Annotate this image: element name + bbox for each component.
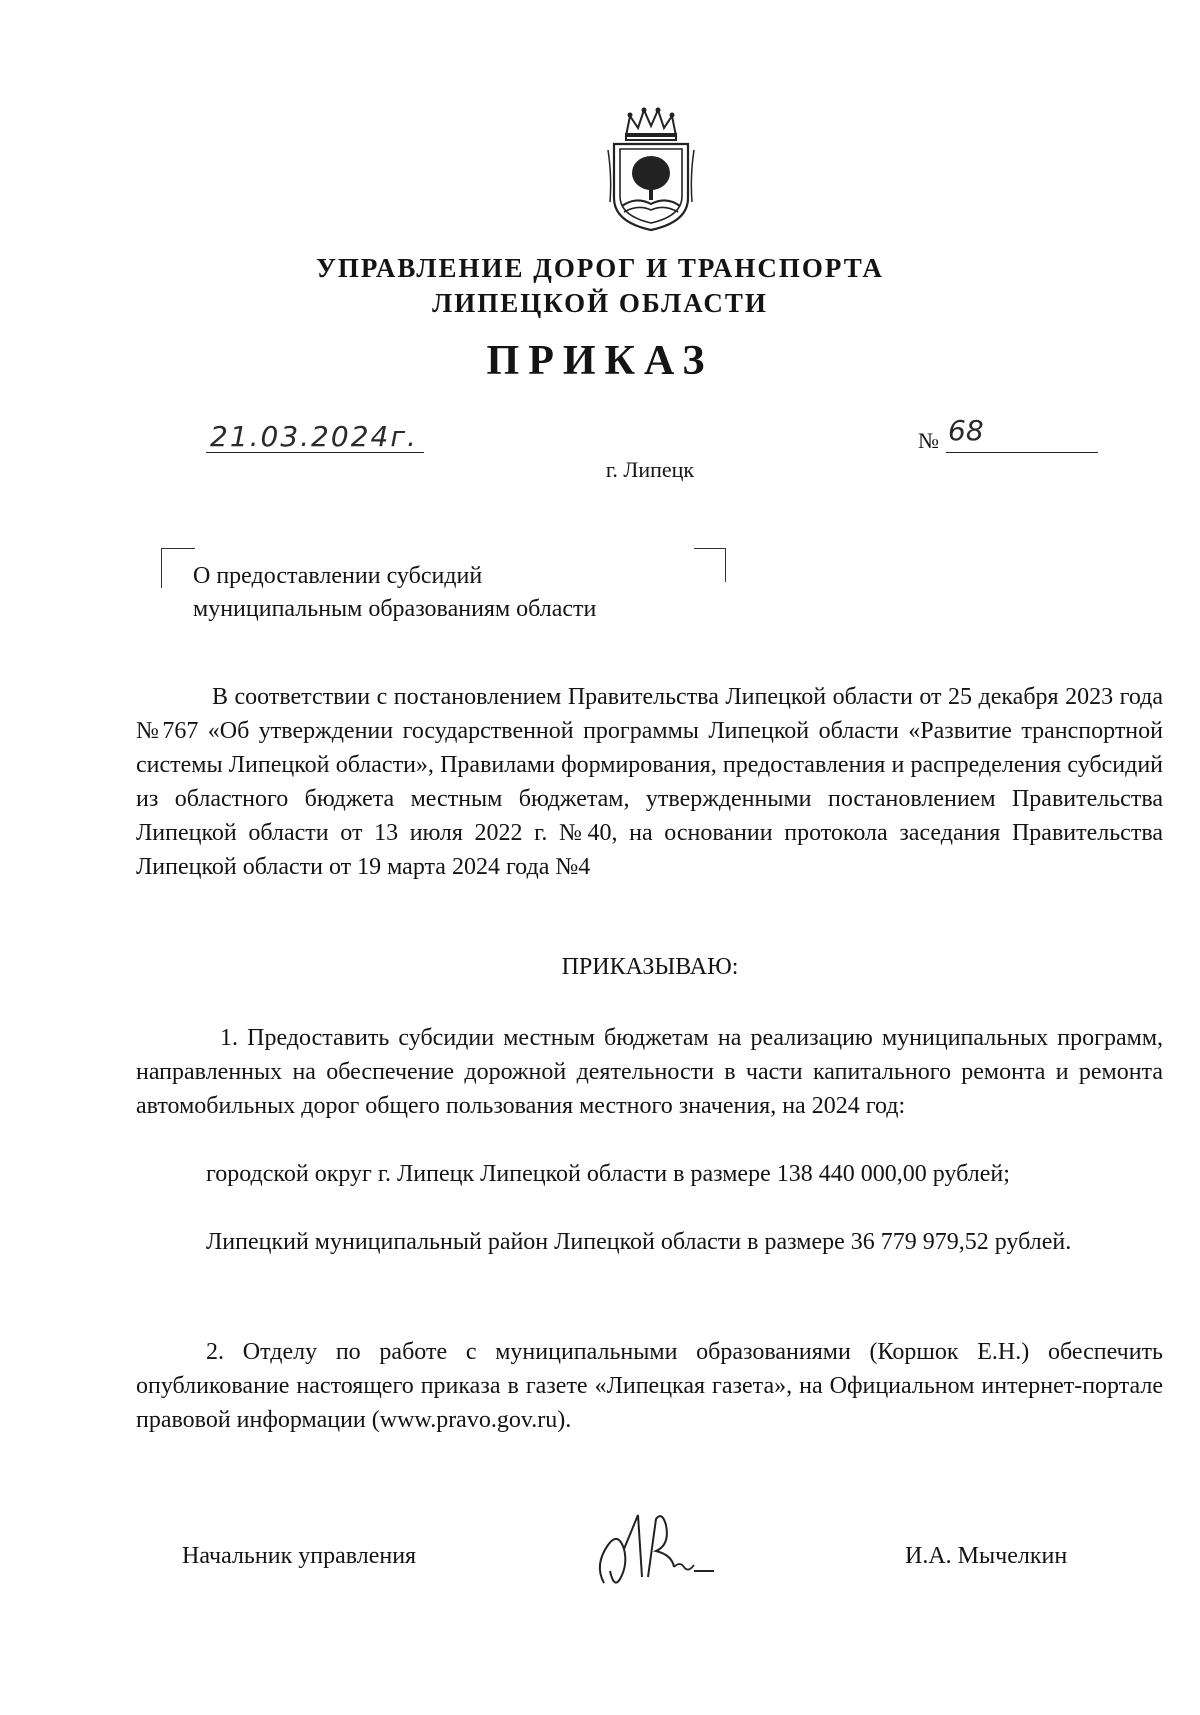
org-name-line-2: ЛИПЕЦКОЙ ОБЛАСТИ: [432, 288, 768, 318]
subject-line-1: О предоставлении субсидий: [193, 563, 483, 589]
coat-of-arms-icon: [604, 106, 698, 232]
number-underline: [946, 452, 1098, 453]
preamble-paragraph: В соответствии с постановлением Правительства Липецкой области от 25 декабря 2023 года №767 «Об утверждении государственной программы Липецкой области «Развитие транспортной системы Липецкой области», Правилами формирования, предоставления и распределения субсидий из областного бюджета местным бюджетам, утвержденными постановлением Правительства Липецкой области от 13 июля 2022 г. №40, на основании протокола заседания Правительства Липецкой области от 19 марта 2024 года №4: [136, 684, 1163, 880]
order-number: 68: [948, 414, 984, 447]
subject-bracket-right-top: [694, 548, 725, 549]
order-item-1: 1. Предоставить субсидии местным бюджетам на реализацию муниципальных программ, направленных на обеспечение дорожной деятельности в части капитального ремонта и ремонта автомобильных дорог общего пользования местного значения, на 2024 год:: [136, 1025, 1163, 1119]
order-date: 21.03.2024г.: [210, 420, 418, 453]
order-item-1-recipient-district: Липецкий муниципальный район Липецкой области в размере 36 779 979,52 рублей.: [206, 1229, 1072, 1255]
signatory-name: И.А. Мычелкин: [905, 1543, 1068, 1569]
order-item-1-recipient-city: городской округ г. Липецк Липецкой области в размере 138 440 000,00 рублей;: [206, 1161, 1010, 1187]
org-name-line-1: УПРАВЛЕНИЕ ДОРОГ И ТРАНСПОРТА: [316, 253, 884, 283]
orders-heading: ПРИКАЗЫВАЮ:: [561, 954, 739, 980]
order-item-2: 2. Отделу по работе с муниципальными образованиями (Коршок Е.Н.) обеспечить опубликование настоящего приказа в газете «Липецкая газета», на Официальном интернет-портале правовой информации (www.pravo.gov.ru).: [136, 1339, 1163, 1433]
subject-bracket-left-top: [161, 548, 195, 549]
subject-line-2: муниципальным образованиям области: [193, 596, 597, 622]
city-line: г. Липецк: [605, 457, 695, 482]
document-type-title: ПРИКАЗ: [486, 338, 714, 384]
handwritten-signature: [590, 1505, 720, 1595]
date-underline: [206, 452, 424, 453]
subject-bracket-left: [161, 548, 162, 588]
number-label: №: [918, 428, 939, 453]
signatory-position: Начальник управления: [182, 1543, 417, 1569]
order-subject: [193, 560, 753, 626]
